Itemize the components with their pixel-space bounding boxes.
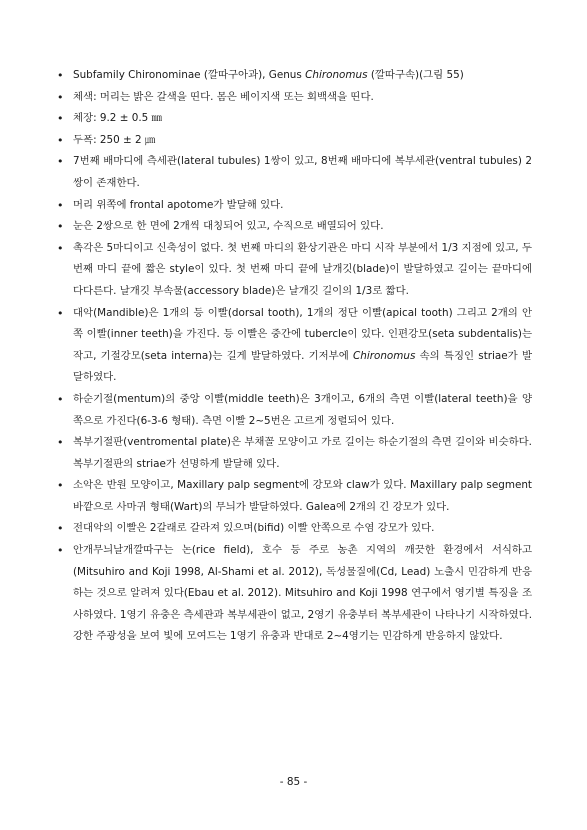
bullet-item <box>56 151 532 194</box>
text-segment: 소악은 반원 모양이고, Maxillary palp segment에 강모와 claw가 있다. Maxillary palp segment 바깥으로 사마귀 형태(Wart)의 무늬가 발달하였다. Galea에 2개의 긴 강모가 있다. <box>73 479 532 513</box>
italic-taxon-name: Chironomus <box>305 69 368 81</box>
bullet-item <box>56 389 532 432</box>
bullet-text <box>73 307 532 384</box>
text-segment: 촉각은 5마디이고 신축성이 없다. 첫 번째 마디의 환상기관은 마디 시작 부분에서 1/3 지점에 있고, 두 번째 마디 끝에 짧은 style이 있다. 첫 번째 마디 끝에 날개깃(blade)이 발달하였고 길이는 끝마디에 다다른다. 날개깃 부속물(accessory blade)은 날개깃 길이의 1/3로 짧다. <box>73 241 532 297</box>
bullet-item <box>56 130 532 152</box>
bullet-dot: • <box>57 220 64 234</box>
bullet-text <box>73 479 532 513</box>
text-segment: 머리 위쪽에 frontal apotome가 발달해 있다. <box>73 198 284 211</box>
text-segment: 속의 특징인 striae가 발달하였다. <box>73 349 532 384</box>
bullet-dot: • <box>57 544 64 558</box>
bullet-dot: • <box>57 306 64 320</box>
bullet-text <box>73 199 283 211</box>
bullet-item <box>56 65 532 87</box>
bullet-item <box>56 87 532 109</box>
text-segment: 안개무늬날개깔따구는 논(rice field), 호수 등 주로 농촌 지역의 깨끗한 환경에서 서식하고 (Mitsuhiro and Koji 1998, Al-Shami et al. 2012), 독성물질에(Cd, Lead) 노출시 민감하게 반응하는 것으로 알려져 있다(Ebau et al. 2012). Mitsuhiro and Koji 1998 연구에서 영기별 특징을 조사하였다. 1영기 유충은 측세관과 복부세관이 없고, 2영기 유충부터 복부세관이 나타나기 시작하였다. 강한 주광성을 보여 빛에 모여드는 1영기 유충과 반대로 2~4영기는 민감하게 반응하지 않았다. <box>73 544 532 643</box>
bullet-text <box>73 436 532 470</box>
bullet-dot: • <box>57 522 64 536</box>
bullet-item <box>56 216 532 238</box>
bullet-text <box>73 242 532 297</box>
text-segment: 눈은 2쌍으로 한 면에 2개씩 대칭되어 있고, 수직으로 배열되어 있다. <box>73 220 384 233</box>
bullet-dot: • <box>57 436 64 450</box>
bullet-dot: • <box>57 133 64 147</box>
bullet-text <box>73 544 532 642</box>
bullet-list <box>56 65 532 648</box>
bullet-text <box>73 220 384 232</box>
bullet-item <box>56 303 532 389</box>
bullet-text <box>73 393 532 427</box>
bullet-text <box>73 522 434 534</box>
text-segment: 전대악의 이빨은 2갈래로 갈라져 있으며(bifid) 이빨 안쪽으로 수염 강모가 있다. <box>73 522 435 535</box>
text-segment: 7번째 배마디에 측세관(lateral tubules) 1쌍이 있고, 8번째 배마디에 복부세관(ventral tubules) 2쌍이 존재한다. <box>73 155 532 189</box>
text-segment: 대악(Mandible)은 1개의 등 이빨(dorsal tooth), 1개의 정단 이빨(apical tooth) 그리고 2개의 안쪽 이빨(inner teeth)을 가진다. 등 이빨은 중간에 tubercle이 있다. 인편강모(seta subdentalis)는 작고, 기절강모(seta interna)는 길게 발달하였다. 기저부에 <box>73 306 532 362</box>
bullet-dot: • <box>57 479 64 493</box>
bullet-dot: • <box>57 90 64 104</box>
bullet-text <box>73 112 162 124</box>
text-segment: 체색: 머리는 밝은 갈색을 띤다. 몸은 베이지색 또는 회백색을 띤다. <box>73 90 374 103</box>
page-number: - 85 - <box>279 776 308 788</box>
italic-taxon-name: Chironomus <box>352 349 416 362</box>
bullet-item <box>56 540 532 648</box>
bullet-item <box>56 238 532 303</box>
text-segment: 복부기절판(ventromental plate)은 부채꼴 모양이고 가로 길이는 하순기절의 측면 길이와 비슷하다. 복부기절판의 striae가 선명하게 발달해 있다. <box>73 436 532 470</box>
bullet-dot: • <box>57 392 64 406</box>
bullet-text <box>73 91 374 103</box>
text-segment: (깔따구속)(그림 55) <box>367 69 464 81</box>
text-segment: 체장: 9.2 ± 0.5 ㎜ <box>73 112 162 125</box>
bullet-item <box>56 518 532 540</box>
bullet-item <box>56 432 532 475</box>
text-segment: Subfamily Chironominae (깔따구아과), Genus <box>73 69 306 81</box>
text-segment: 두폭: 250 ± 2 ㎛ <box>73 133 156 146</box>
text-segment: 하순기절(mentum)의 중앙 이빨(middle teeth)은 3개이고, 6개의 측면 이빨(lateral teeth)을 양쪽으로 가진다(6-3-6 형태). 측면 이빨 2~5번은 고르게 정렬되어 있다. <box>73 392 532 427</box>
bullet-dot: • <box>57 112 64 126</box>
bullet-dot: • <box>57 155 64 169</box>
bullet-text <box>73 69 464 81</box>
bullet-item <box>56 475 532 518</box>
bullet-text <box>73 155 532 189</box>
bullet-dot: • <box>57 241 64 255</box>
bullet-text <box>73 134 155 146</box>
bullet-item <box>56 195 532 217</box>
bullet-dot: • <box>57 69 64 82</box>
bullet-dot: • <box>57 198 64 212</box>
bullet-item <box>56 108 532 130</box>
